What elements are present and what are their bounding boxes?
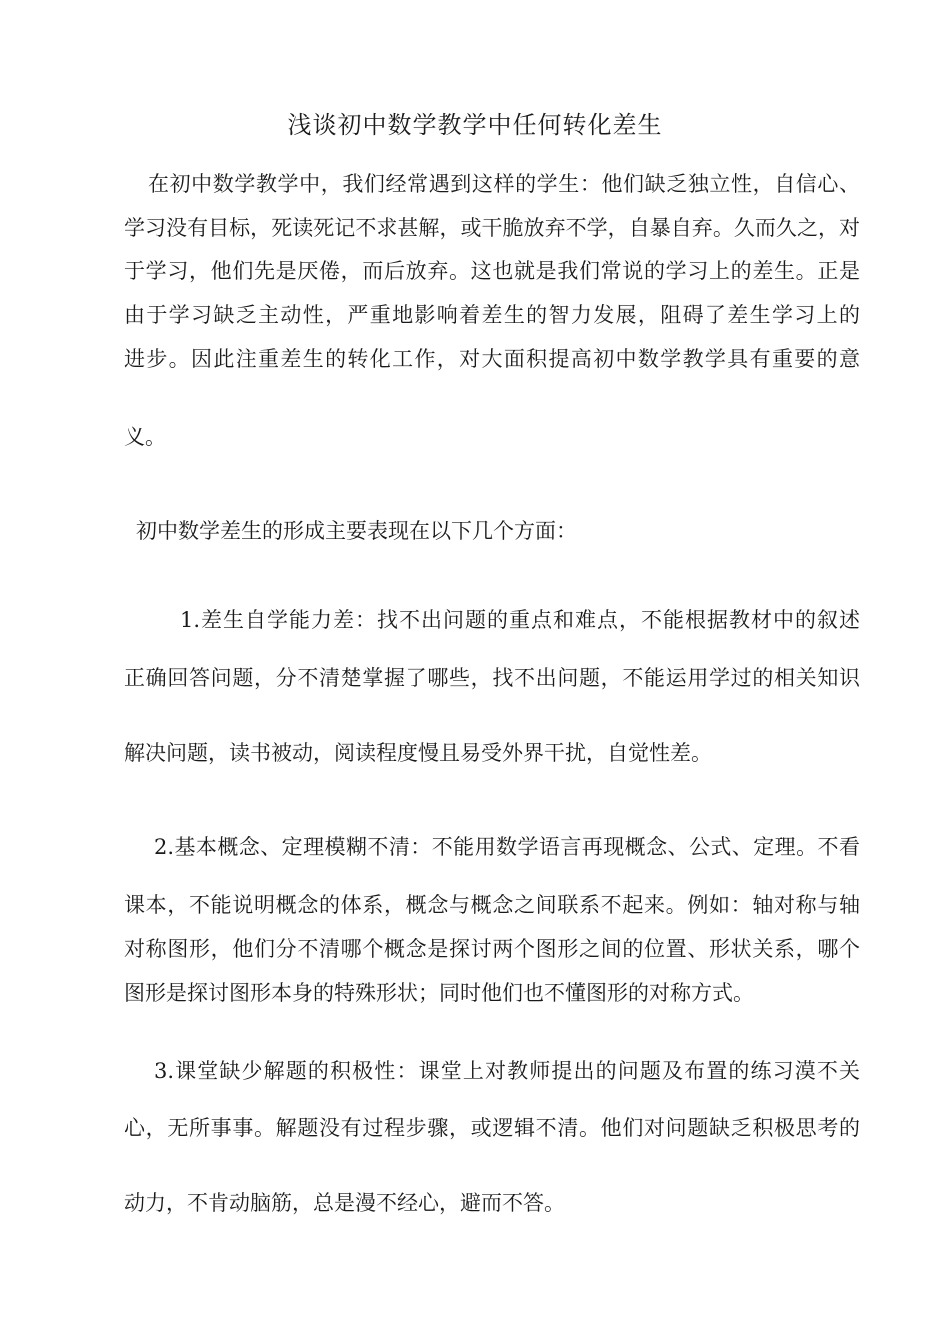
section-heading: 初中数学差生的形成主要表现在以下几个方面：	[136, 519, 577, 543]
point3-line: 3.课堂缺少解题的积极性：课堂上对教师提出的问题及布置的练习漠不关	[154, 1059, 860, 1083]
intro-line: 义。	[124, 425, 166, 449]
point2-line: 对称图形，他们分不清哪个概念是探讨两个图形之间的位置、形状关系，哪个	[124, 937, 860, 961]
point2-line: 课本，不能说明概念的体系，概念与概念之间联系不起来。例如：轴对称与轴	[124, 893, 860, 917]
point1-line: 正确回答问题，分不清楚掌握了哪些，找不出问题，不能运用学过的相关知识	[124, 666, 860, 690]
intro-line: 学习没有目标，死读死记不求甚解，或干脆放弃不学，自暴自弃。久而久之，对	[124, 216, 860, 240]
point1-line: 1.差生自学能力差：找不出问题的重点和难点，不能根据教材中的叙述	[180, 608, 860, 632]
point2-line: 2.基本概念、定理模糊不清：不能用数学语言再现概念、公式、定理。不看	[154, 835, 860, 859]
document-title: 浅谈初中数学教学中任何转化差生	[287, 111, 663, 139]
intro-line: 进步。因此注重差生的转化工作，对大面积提高初中数学教学具有重要的意	[124, 347, 860, 371]
point3-line: 心，无所事事。解题没有过程步骤，或逻辑不清。他们对问题缺乏积极思考的	[124, 1116, 860, 1140]
intro-line: 在初中数学教学中，我们经常遇到这样的学生：他们缺乏独立性，自信心、	[148, 172, 860, 196]
intro-line: 于学习，他们先是厌倦，而后放弃。这也就是我们常说的学习上的差生。正是	[124, 259, 860, 283]
point2-line: 图形是探讨图形本身的特殊形状；同时他们也不懂图形的对称方式。	[124, 981, 754, 1005]
point3-line: 动力，不肯动脑筋，总是漫不经心，避而不答。	[124, 1191, 565, 1215]
intro-line: 由于学习缺乏主动性，严重地影响着差生的智力发展，阻碍了差生学习上的	[124, 303, 860, 327]
point1-line: 解决问题，读书被动，阅读程度慢且易受外界干扰，自觉性差。	[124, 741, 712, 765]
